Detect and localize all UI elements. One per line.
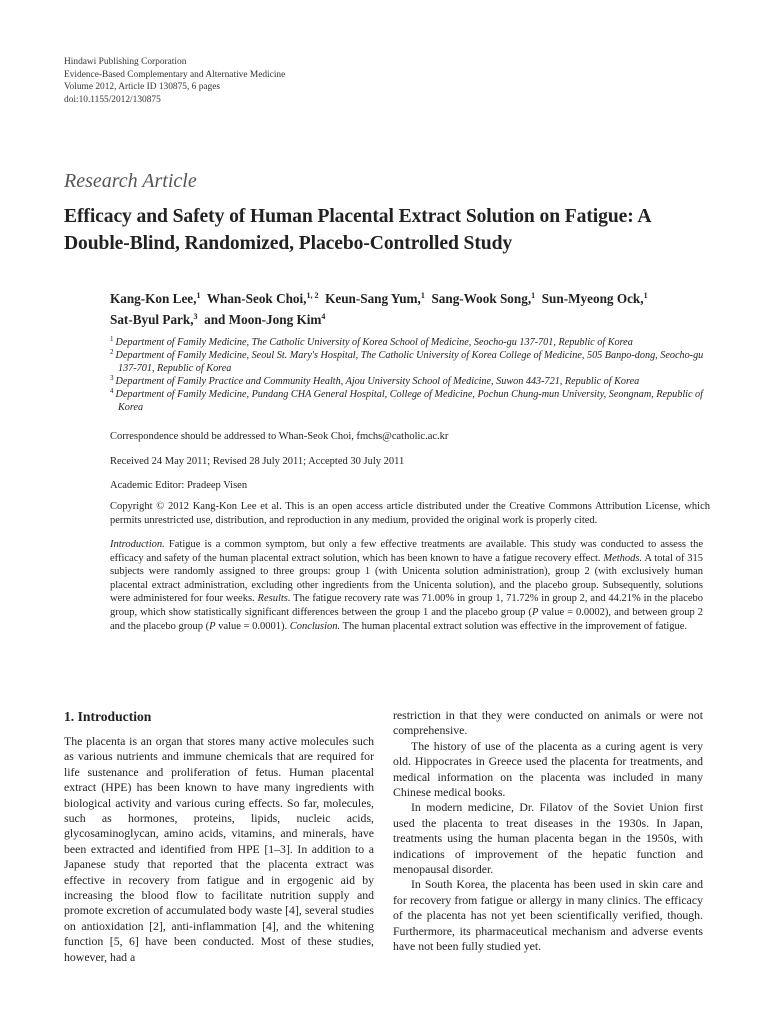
author-aff: 1, 2 xyxy=(306,291,319,300)
section-heading: 1. Introduction xyxy=(64,709,152,724)
author-aff: 3 xyxy=(193,311,198,321)
p-symbol: P xyxy=(531,606,539,618)
body-paragraph: In modern medicine, Dr. Filatov of the Soviet Union first used the placenta to treat diseases in the 1930s. In Japan, treatments using the human placenta began in the 1950s, with indications of improvement of the hepatic function and menopausal disorder. xyxy=(393,800,703,877)
author-aff: 4 xyxy=(321,311,326,321)
abstract-methods-label: Methods. xyxy=(603,552,643,564)
correspondence: Correspondence should be addressed to Whan-Seok Choi, fmchs@catholic.ac.kr xyxy=(110,431,449,442)
p-symbol: P xyxy=(209,620,216,632)
abstract-conclusion-label: Conclusion. xyxy=(289,620,341,632)
affiliations xyxy=(110,337,710,414)
doi: doi:10.1155/2012/130875 xyxy=(64,94,161,105)
author-aff: 1 xyxy=(420,291,425,300)
author: Sang-Wook Song, xyxy=(431,291,532,306)
body-column-left xyxy=(64,708,374,965)
abstract-methods: A total of 315 subjects were randomly assigned to three groups: group 1 (with Unicenta solution administration), group 2 (with exclusively human placental extract administration, excluding other ingredients from the Unicenta solution), and the placebo group. Subsequently, solutions were administered for four weeks. xyxy=(110,552,704,605)
body-paragraph: The history of use of the placenta as a curing agent is very old. Hippocrates in Greece used the placenta for treatments, and medical information on the placenta was included in many Chinese medical books. xyxy=(393,738,703,800)
body-column-right xyxy=(393,708,703,955)
author: Keun-Sang Yum, xyxy=(325,291,421,306)
received-dates: Received 24 May 2011; Revised 28 July 2011; Accepted 30 July 2011 xyxy=(110,456,405,467)
affiliation: $^2$ Department of Family Medicine, Seoul St. Mary's Hospital, The Catholic University of Korea College of Medicine, 505 Banpo-dong, Seocho-gu 137-701, Republic of Korea xyxy=(110,347,704,374)
author: Sun-Myeong Ock, xyxy=(541,291,644,306)
body-paragraph: In South Korea, the placenta has been used in skin care and for recovery from fatigue or allergy in many clinics. The efficacy of the placenta has not yet been scientifically verified, though. Furthermore, its pharmaceutical mechanism and adverse events have not been fully studied yet. xyxy=(393,877,703,954)
abstract-results-label: Results. xyxy=(257,593,291,605)
body-paragraph: The placenta is an organ that stores many active molecules such as various nutrients and immune chemicals that are required for life sustenance and proliferation of fetus. Human placental extract (HPE) has been known to have many ingredients with biological activity and various curing effects. So far, molecules, such as hormones, proteins, lipids, nucleic acids, glycosaminoglycan, amino acids, vitamins, and minerals, have been extracted and identified from HPE [1–3]. In addition to a Japanese study that reported that the placenta extract was effective in recovery from fatigue and in ergogenic aid by increasing the blood flow to facilitate nutrition supply and promote excretion of accumulated body waste [4], several studies on antioxidation [2], anti-inflammation [4], and the whitening function [5, 6] have been conducted. Most of these studies, however, had a xyxy=(64,734,374,964)
author: and Moon-Jong Kim xyxy=(204,311,322,327)
abstract-intro-label: Introduction. xyxy=(110,539,165,550)
author: Whan-Seok Choi, xyxy=(206,291,307,306)
author-aff: 1 xyxy=(531,291,536,300)
author-list xyxy=(110,289,710,330)
journal-header xyxy=(64,56,285,106)
article-title: Efficacy and Safety of Human Placental Extract Solution on Fatigue: A Double-Blind, Randomized, Placebo-Controlled Study xyxy=(64,206,651,254)
affiliation: $^1$ Department of Family Medicine, The Catholic University of Korea School of Medicine, Seocho-gu 137-701, Republic of Korea xyxy=(110,335,633,348)
abstract: Introduction. Fatigue is a common symptom, but only a few effective treatments are available. This study was conducted to assess the efficacy and safety of the human placental extract solution, which has been known to have a fatigue recovery effect. Methods. A total of 315 subjects were randomly assigned to three groups: group 1 (with Unicenta solution administration), group 2 (with exclusively human placental extract administration, excluding other ingredients from the Unicenta solution), and the placebo group. Subsequently, solutions were administered for four weeks. Results. The fatigue recovery rate was 71.00% in group 1, 71.72% in group 2, and 44.21% in the placebo group, which show statistically significant differences between the group 1 and the placebo group (P value = 0.0002), and between group 2 and the placebo group (P value = 0.0001). Conclusion. The human placental extract solution was effective in the improvement of fatigue. xyxy=(110,539,704,632)
abstract-results: The fatigue recovery rate was 71.00% in group 1, 71.72% in group 2, and 44.21% in the placebo group, which show statistically significant differences between the group 1 and the placebo group ( xyxy=(110,593,704,618)
copyright-notice: Copyright © 2012 Kang-Kon Lee et al. This is an open access article distributed under the Creative Commons Attribution License, which permits unrestricted use, distribution, and reproduction in any medium, provided the original work is properly cited. xyxy=(110,501,710,526)
abstract-intro: Fatigue is a common symptom, but only a few effective treatments are available. This study was conducted to assess the efficacy and safety of the human placental extract solution, which has been known to have a fatigue recovery effect. xyxy=(110,539,704,564)
body-paragraph: restriction in that they were conducted on animals or were not comprehensive. xyxy=(393,708,703,738)
publisher: Hindawi Publishing Corporation xyxy=(64,57,187,67)
author: Sat-Byul Park, xyxy=(110,311,194,327)
academic-editor: Academic Editor: Pradeep Visen xyxy=(110,480,248,491)
affiliation: $^4$ Department of Family Medicine, Pundang CHA General Hospital, College of Medicine, Pochun Chung-mun University, Seongnam, Republic of Korea xyxy=(110,386,703,413)
article-type: Research Article xyxy=(64,170,197,192)
author: Kang-Kon Lee, xyxy=(110,291,197,306)
author-aff: 1 xyxy=(196,291,201,300)
volume-info: Volume 2012, Article ID 130875, 6 pages xyxy=(64,82,221,93)
author-aff: 1 xyxy=(643,291,648,300)
affiliation: $^3$ Department of Family Practice and Community Health, Ajou University School of Medicine, Suwon 443-721, Republic of Korea xyxy=(110,373,640,387)
abstract-conclusion: The human placental extract solution was effective in the improvement of fatigue. xyxy=(342,620,688,632)
journal-name: Evidence-Based Complementary and Alternative Medicine xyxy=(64,69,286,80)
